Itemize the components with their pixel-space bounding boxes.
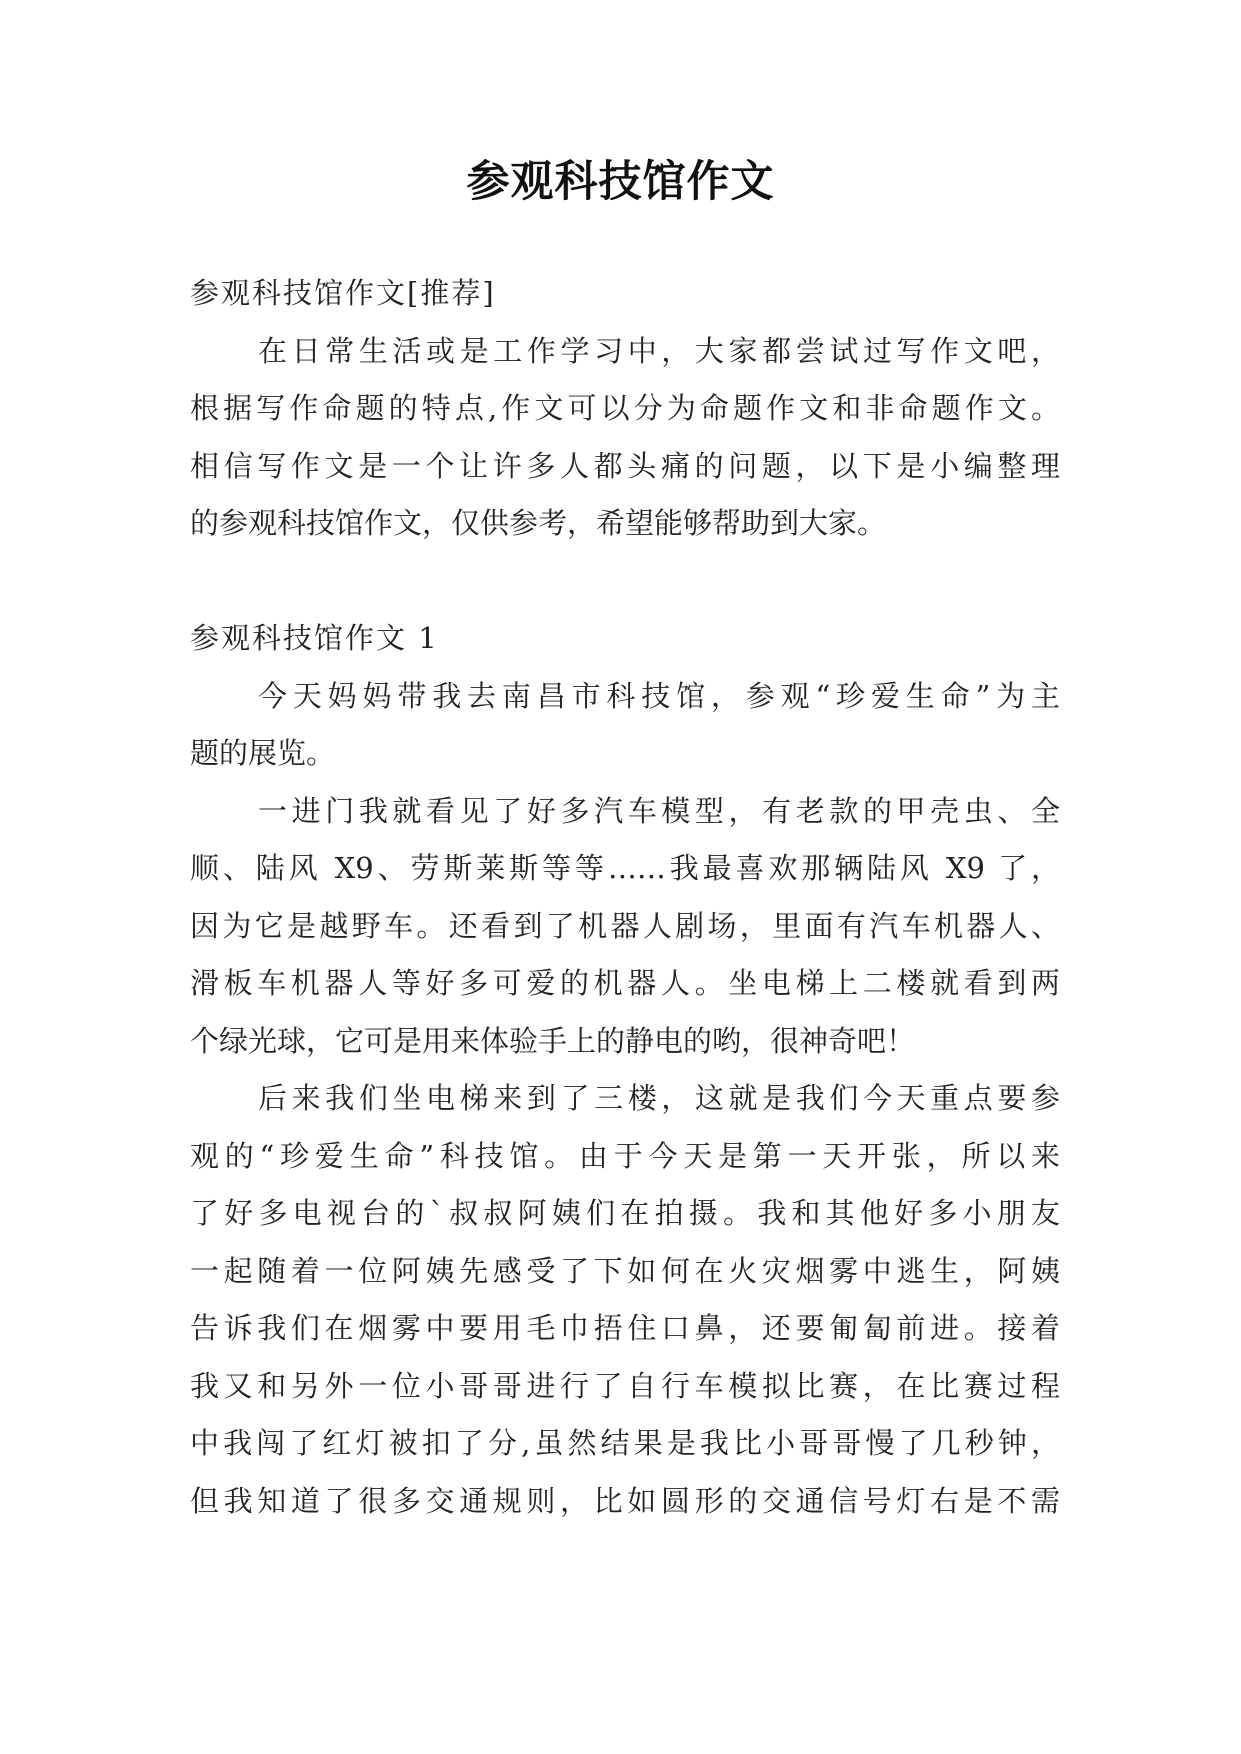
- subtitle: 参观科技馆作文[推荐]: [190, 276, 496, 310]
- paragraph-line: 观的“珍爱生命”科技馆。由于今天是第一天开张，所以来: [190, 1138, 1060, 1173]
- section-heading: 参观科技馆作文 1: [190, 621, 439, 655]
- paragraph-line: 中我闯了红灯被扣了分,虽然结果是我比小哥哥慢了几秒钟，: [190, 1426, 1060, 1460]
- paragraph-line: 顺、陆风 X9、劳斯莱斯等等……我最喜欢那辆陆风 X9 了，: [190, 851, 1060, 885]
- paragraph-line: 题的展览。: [190, 736, 336, 770]
- paragraph-line: 后来我们坐电梯来到了三楼，这就是我们今天重点要参: [258, 1081, 1060, 1115]
- paragraph-line: 一起随着一位阿姨先感受了下如何在火灾烟雾中逃生，阿姨: [190, 1253, 1060, 1288]
- paragraph-3: [190, 1070, 1060, 1530]
- paragraph-line: 个绿光球，它可是用来体验手上的静电的哟，很神奇吧！: [190, 1023, 916, 1058]
- paragraph-1: [190, 668, 1060, 783]
- paragraph-2: [190, 783, 1060, 1071]
- intro-line: 根据写作命题的特点,作文可以分为命题作文和非命题作文。: [190, 391, 1060, 425]
- intro-line: 相信写作文是一个让许多人都头痛的问题，以下是小编整理: [190, 448, 1060, 483]
- paragraph-line: 告诉我们在烟雾中要用毛巾捂住口鼻，还要匍匐前进。接着: [190, 1311, 1060, 1345]
- paragraph-line: 了好多电视台的`叔叔阿姨们在拍摄。我和其他好多小朋友: [190, 1196, 1060, 1230]
- paragraph-line: 我又和另外一位小哥哥进行了自行车模拟比赛，在比赛过程: [190, 1368, 1060, 1403]
- document-body: [190, 265, 1060, 1530]
- paragraph-line: 一进门我就看见了好多汽车模型，有老款的甲壳虫、全: [258, 793, 1060, 828]
- intro-paragraph: [190, 323, 1060, 553]
- paragraph-line: 滑板车机器人等好多可爱的机器人。坐电梯上二楼就看到两: [190, 966, 1060, 1000]
- paragraph-gap: [190, 553, 1060, 611]
- intro-line: 在日常生活或是工作学习中，大家都尝试过写作文吧，: [258, 333, 1060, 368]
- document-title: 参观科技馆作文: [466, 157, 775, 207]
- intro-line: 的参观科技馆作文，仅供参考，希望能够帮助到大家。: [190, 506, 887, 540]
- paragraph-line: 今天妈妈带我去南昌市科技馆，参观“珍爱生命”为主: [258, 678, 1060, 713]
- paragraph-line: 但我知道了很多交通规则，比如圆形的交通信号灯右是不需: [190, 1483, 1060, 1518]
- paragraph-line: 因为它是越野车。还看到了机器人剧场，里面有汽车机器人、: [190, 908, 1060, 943]
